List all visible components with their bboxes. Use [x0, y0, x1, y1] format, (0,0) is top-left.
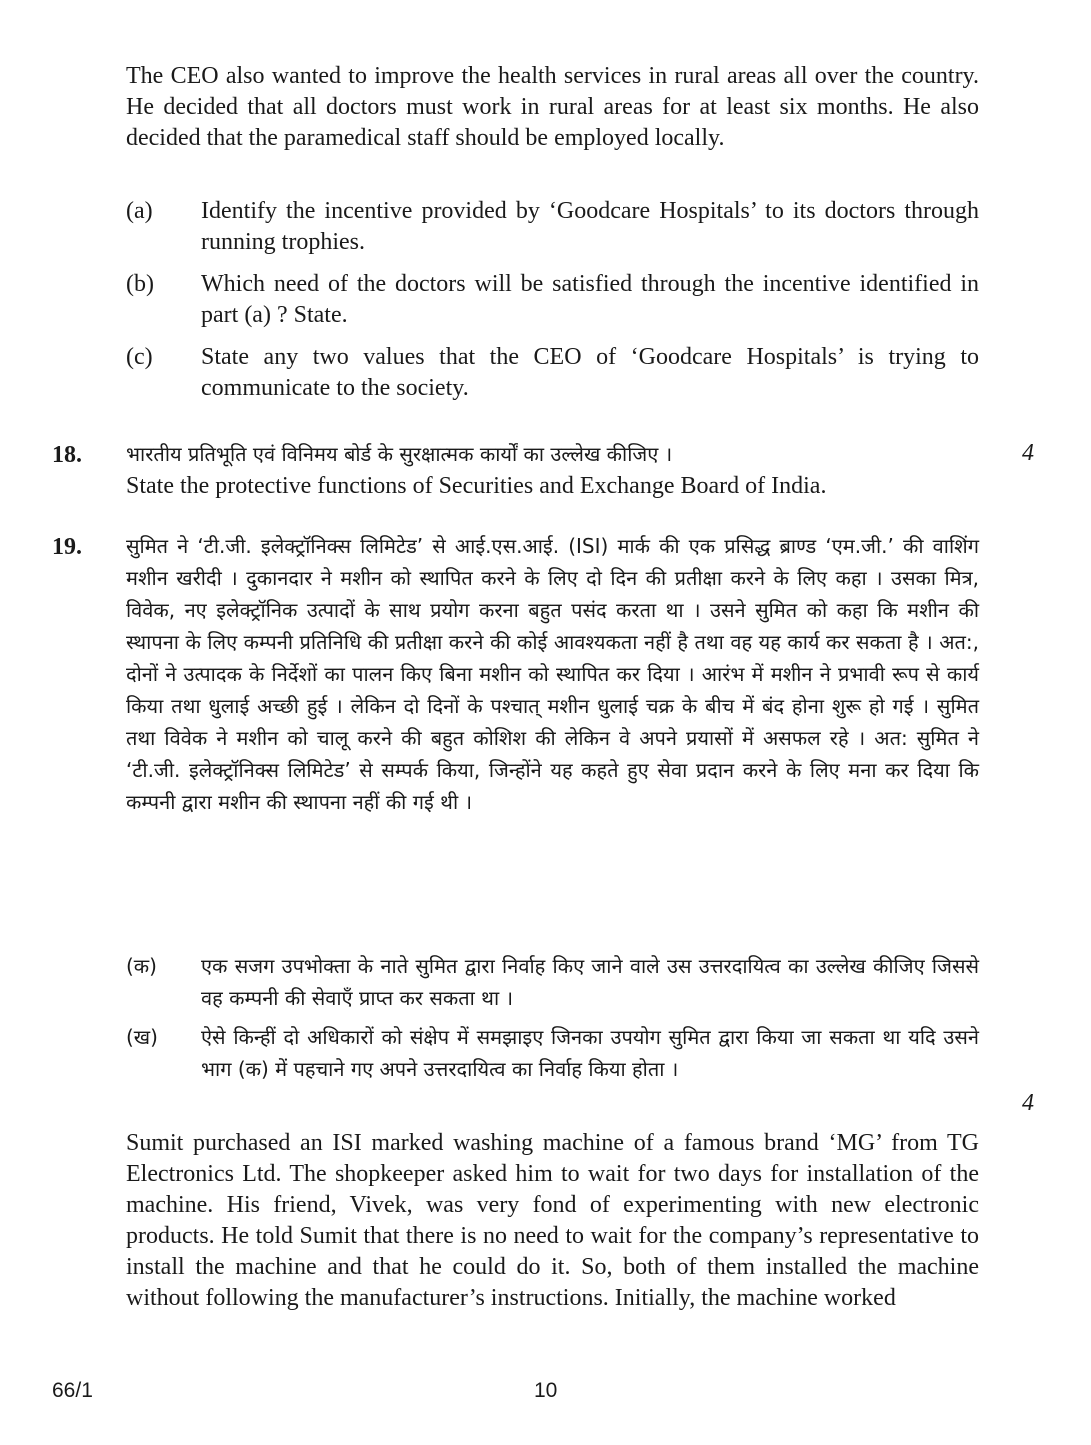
q19-hindi-part-ka [126, 950, 979, 1014]
q19-hindi-paragraph: सुमित ने ‘टी.जी. इलेक्ट्रॉनिक्स लिमिटेड’ से आई.एस.आई. (ISI) मार्क की एक प्रसिद्ध ब्राण्ड ‘एम.जी.’ की वाशिंग मशीन खरीदी । दुकानदार ने मशीन को स्थापित करने के लिए दो दिन की प्रतीक्षा करने के लिए कहा । उसका मित्र, विवेक, नए इलेक्ट्रॉनिक उत्पादों के साथ प्रयोग करना बहुत पसंद करता था । उसने सुमित को कहा कि मशीन की स्थापना के लिए कम्पनी प्रतिनिधि की प्रतीक्षा करने की कोई आवश्यकता नहीं है तथा वह यह कार्य कर सकता है । अत:, दोनों ने उत्पादक के निर्देशों का पालन किए बिना मशीन को स्थापित कर दिया । आरंभ में मशीन ने प्रभावी रूप से कार्य किया तथा धुलाई अच्छी हुई । लेकिन दो दिनों के पश्चात् मशीन धुलाई चक्र के बीच में बंद होना शुरू हो गई । सुमित तथा विवेक ने मशीन को चालू करने की बहुत कोशिश की लेकिन वे अपने प्रयासों में असफल रहे । अत: सुमित ने ‘टी.जी. इलेक्ट्रॉनिक्स लिमिटेड’ से सम्पर्क किया, जिन्होंने यह कहते हुए सेवा प्रदान करने के लिए मना कर दिया कि कम्पनी द्वारा मशीन की स्थापना नहीं की गई थी । [126, 534, 979, 814]
page-number: 10 [534, 1379, 558, 1402]
part-label: (ख) [126, 1025, 158, 1049]
part-label: (a) [126, 198, 153, 224]
part-text: ऐसे किन्हीं दो अधिकारों को संक्षेप में समझाइए जिनका उपयोग सुमित द्वारा किया जा सकता था यदि उसने भाग (क) में पहचाने गए अपने उत्तरदायित्व का निर्वाह किया होता । [201, 1025, 979, 1081]
q17-part-b [126, 269, 979, 331]
q18-hindi-text: भारतीय प्रतिभूति एवं विनिमय बोर्ड के सुरक्षात्मक कार्यों का उल्लेख कीजिए । [126, 442, 673, 466]
q17-part-c [126, 342, 979, 404]
part-text: Which need of the doctors will be satisfied through the incentive identified in part (a) ? State. [201, 271, 979, 328]
part-label: (c) [126, 344, 153, 370]
part-text: State any two values that the CEO of ‘Goodcare Hospitals’ is trying to communicate to the society. [201, 344, 979, 401]
q19-hindi-part-kha [126, 1021, 979, 1117]
q18-marks: 4 [1022, 440, 1034, 466]
q18-english-text: State the protective functions of Securities and Exchange Board of India. [126, 473, 827, 499]
q17-part-a [126, 196, 979, 258]
question-number-19: 19. [52, 534, 82, 560]
part-label: (क) [126, 954, 157, 978]
question-number-18: 18. [52, 442, 82, 468]
paper-code: 66/1 [52, 1379, 93, 1402]
part-label: (b) [126, 271, 154, 297]
q19-marks: 4 [1022, 1090, 1034, 1116]
intro-paragraph: The CEO also wanted to improve the health services in rural areas all over the country. He decided that all doctors must work in rural areas for at least six months. He also decided that the paramedical staff should be employed locally. [126, 63, 979, 151]
part-text: एक सजग उपभोक्ता के नाते सुमित द्वारा निर्वाह किए जाने वाले उस उत्तरदायित्व का उल्लेख कीजिए जिससे वह कम्पनी की सेवाएँ प्राप्त कर सकता था । [201, 954, 979, 1010]
part-text: Identify the incentive provided by ‘Goodcare Hospitals’ to its doctors through running trophies. [201, 198, 979, 255]
q19-english-paragraph: Sumit purchased an ISI marked washing machine of a famous brand ‘MG’ from TG Electronics Ltd. The shopkeeper asked him to wait for two days for installation of the machine. His friend, Vivek, was very fond of experimenting with new electronic products. He told Sumit that there is no need to wait for the company’s representative to install the machine and that he could do it. So, both of them installed the machine without following the manufacturer’s instructions. Initially, the machine worked [126, 1130, 979, 1311]
